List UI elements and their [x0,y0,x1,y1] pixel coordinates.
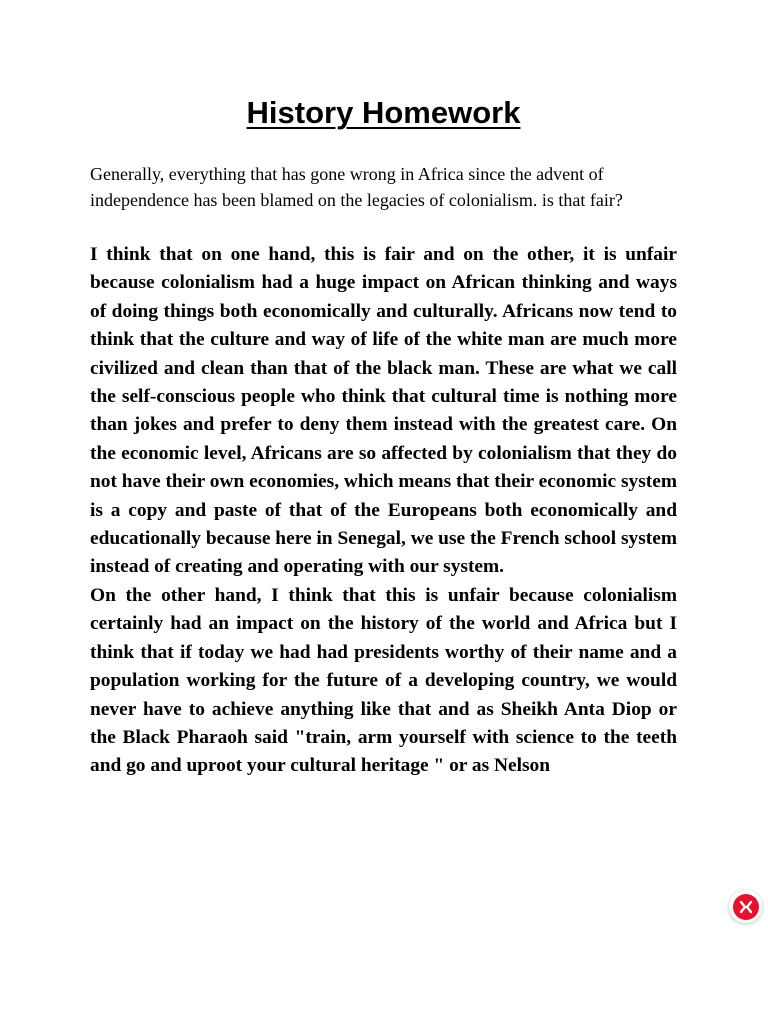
answer-paragraph-2: On the other hand, I think that this is unfair because colonialism certainly had an impact on the history of the world and Africa but I think that if today we had had presidents worthy of their name and a population working for the future of a developing country, we would never have to achieve anything like that and as Sheikh Anta Diop or the Black Pharaoh said "train, arm yourself with science to the teeth and go and uproot your cultural heritage " or as Nelson [90,584,677,777]
close-icon [733,894,759,920]
floating-close-button[interactable] [729,890,762,923]
answer-body [90,241,677,781]
close-icon-glyph [738,899,754,915]
answer-paragraph-1: I think that on one hand, this is fair and on the other, it is unfair because colonialism had a huge impact on African thinking and ways of doing things both economically and culturally. Africans now tend to think that the culture and way of life of the white man are much more civilized and clean than that of the black man. These are what we call the self-conscious people who think that cultural time is nothing more than jokes and prefer to deny them instead with the greatest care. On the economic level, Africans are so affected by colonialism that they do not have their own economies, which means that their economic system is a copy and paste of that of the Europeans both economically and educationally because here in Senegal, we use the French school system instead of creating and operating with our system. [90,244,677,578]
homework-question: Generally, everything that has gone wrong in Africa since the advent of independence has been blamed on the legacies of colonialism. is that fair? [90,164,623,210]
document-title: History Homework [246,95,521,130]
